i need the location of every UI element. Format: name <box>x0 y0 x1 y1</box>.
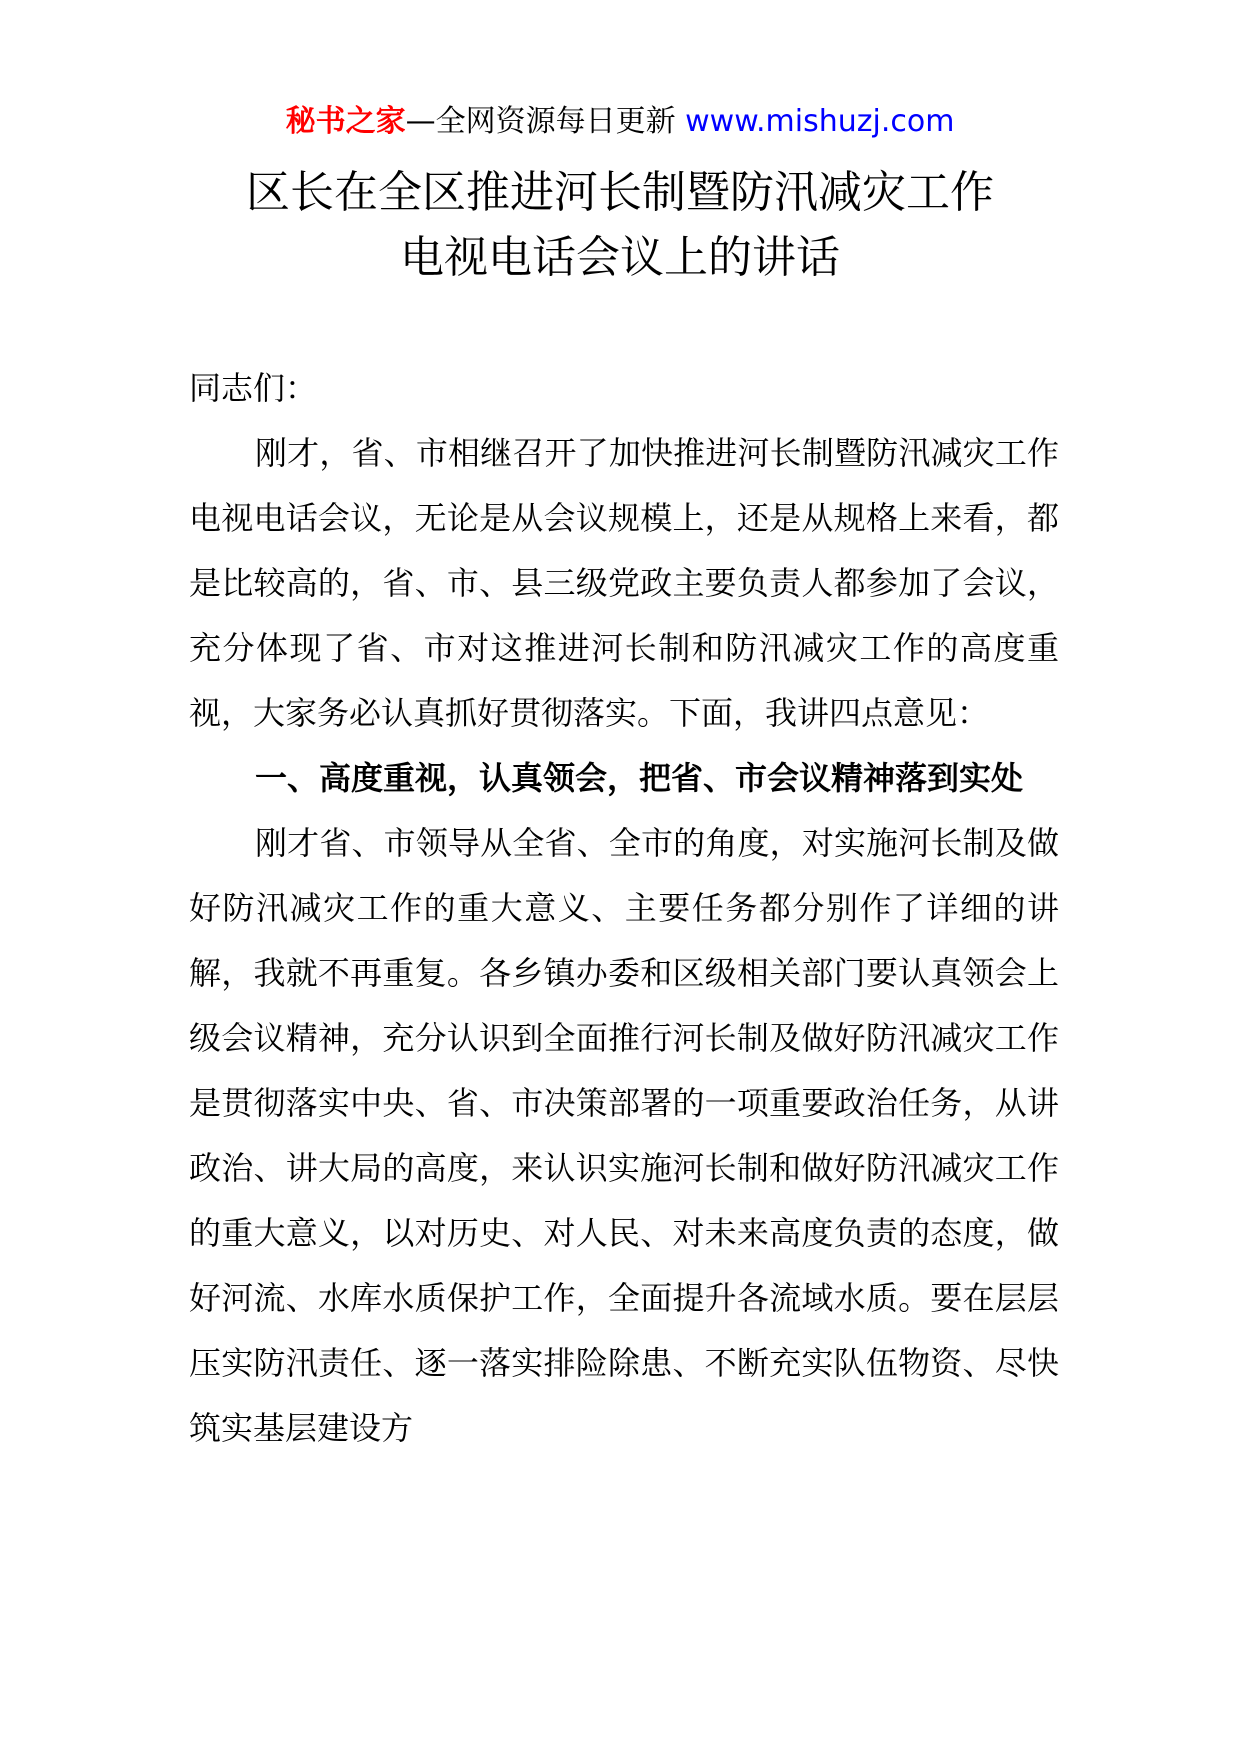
section-heading-1: 一、高度重视，认真领会，把省、市会议精神落到实处 <box>255 759 1024 797</box>
document-title-line-2: 电视电话会议上的讲话 <box>400 232 840 283</box>
document-body <box>189 356 1059 1461</box>
brand-name: 秘书之家 <box>285 104 406 139</box>
site-header <box>0 102 1240 142</box>
site-url-link[interactable]: www.mishuzj.com <box>685 104 955 139</box>
greeting: 同志们： <box>189 369 318 407</box>
paragraph-2: 刚才省、市领导从全省、全市的角度，对实施河长制及做好防汛减灾工作的重大意义、主要任务都分别作了详细的讲解，我就不再重复。各乡镇办委和区级相关部门要认真领会上级会议精神，充分认识到全面推行河长制及做好防汛减灾工作是贯彻落实中央、省、市决策部署的一项重要政治任务，从讲政治、讲大局的高度，来认识实施河长制和做好防汛减灾工作的重大意义，以对历史、对人民、对未来高度负责的态度，做好河流、水库水质保护工作，全面提升各流域水质。要在层层压实防汛责任、逐一落实排险除患、不断充实队伍物资、尽快筑实基层建设方 <box>189 824 1059 1447</box>
document-title-line-1: 区长在全区推进河长制暨防汛减灾工作 <box>246 167 994 218</box>
header-tagline: —全网资源每日更新 <box>405 104 686 139</box>
paragraph-1: 刚才，省、市相继召开了加快推进河长制暨防汛减灾工作电视电话会议，无论是从会议规模上，还是从规格上来看，都是比较高的，省、市、县三级党政主要负责人都参加了会议，充分体现了省、市对这推进河长制和防汛减灾工作的高度重视，大家务必认真抓好贯彻落实。下面，我讲四点意见： <box>189 434 1059 732</box>
